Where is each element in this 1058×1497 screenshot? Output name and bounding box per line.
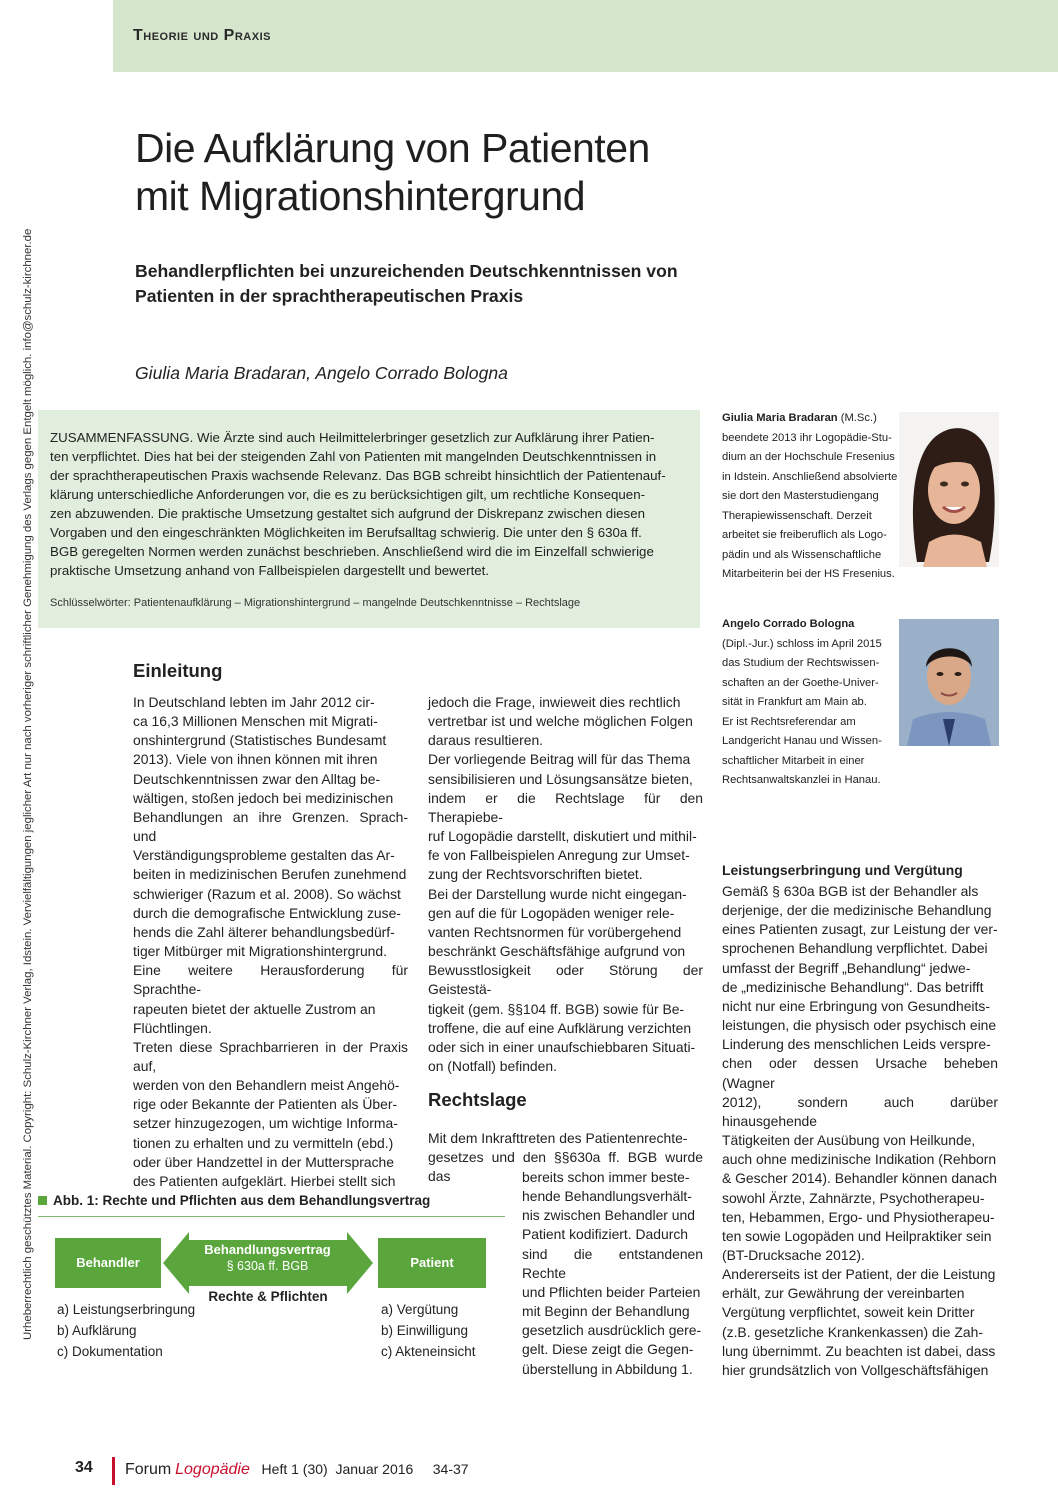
behandler-duties-list <box>57 1299 195 1362</box>
figure-title: Abb. 1: Rechte und Pflichten aus dem Behandlungsvertrag <box>53 1193 431 1208</box>
arrow-label <box>190 1242 345 1273</box>
article-title <box>135 124 735 220</box>
text-line: Tätigkeiten der Ausübung von Heilkunde, <box>722 1132 976 1149</box>
bio-line: in Idstein. Anschließend absolvierte <box>722 470 898 483</box>
figure-marker <box>38 1196 47 1205</box>
bio-name: Angelo Corrado Bologna <box>722 618 855 630</box>
text-line: (z.B. gesetzliche Krankenkassen) die Zah- <box>722 1323 983 1340</box>
side-copyright-notice: Urheberrechtlich geschütztes Material. Copyright: Schulz-Kirchner Verlag, Idstein. Vervielfältigungen jeglicher Art nur nach vorheriger schriftlicher Genehmigung des Verlags gegen Entgelt möglich. info@schulz-kirchner.de <box>22 228 34 1340</box>
text-line: fe von Fallbeispielen Anregung zur Umset- <box>428 847 690 864</box>
text-line: sensibilisieren und Lösungsansätze bieten, <box>428 770 693 787</box>
text-line: schwieriger (Razum et al. 2008). So wächst <box>133 885 401 902</box>
list-item: b) Einwilligung <box>381 1323 469 1338</box>
text-line: gen auf die für Logopäden weniger rele- <box>428 904 675 921</box>
column-1-text <box>133 693 408 1191</box>
abstract-keywords: Schlüsselwörter: Patientenaufklärung – Migrationshintergrund – mangelnde Deutschkenntnisse – Rechtslage <box>50 597 581 609</box>
bio-line: (Dipl.-Jur.) schloss im April 2015 <box>722 637 882 650</box>
list-item: b) Aufklärung <box>57 1323 137 1338</box>
text-line: leistungen, die physisch oder psychisch eine <box>722 1017 997 1034</box>
abstract-line: ten verpflichtet. Dies hat bei der steigenden Zahl von Patienten mit mangelnden Deutschkenntnissen in <box>50 449 657 464</box>
column-2-text <box>428 693 703 1076</box>
text-line: Eine weitere Herausforderung für Sprachthe- <box>133 962 408 998</box>
text-line: überstellung in Abbildung 1. <box>522 1360 693 1377</box>
text-line: derjenige, der die medizinische Behandlung <box>722 902 992 919</box>
text-line: 2012), sondern auch darüber hinausgehende <box>722 1093 998 1129</box>
text-line: des Patienten aufgeklärt. Hierbei stellt sich <box>133 1172 396 1189</box>
text-line: werden von den Behandlern meist Angehö- <box>133 1077 400 1094</box>
text-line: nicht nur eine Erbringung von Gesundheits- <box>722 997 990 1014</box>
subtitle-line-2: Patienten in der sprachtherapeutischen Praxis <box>135 286 524 306</box>
text-line: Deutschkenntnissen zwar den Alltag be- <box>133 770 381 787</box>
abstract-line: ZUSAMMENFASSUNG. Wie Ärzte sind auch Heilmittelerbringer gesetzlich zur Aufklärung ihrer Patien- <box>50 430 655 445</box>
bio-line: schaftlicher Mitarbeit in einer <box>722 754 865 767</box>
text-line: umfasst der Begriff „Behandlung“ jedwe- <box>722 959 971 976</box>
text-line: Gemäß § 630a BGB ist der Behandler als <box>722 883 979 899</box>
text-line: chen oder dessen Ursache beheben (Wagner <box>722 1055 998 1091</box>
text-line: gelt. Diese zeigt die Gegen- <box>522 1341 694 1358</box>
text-line: ruf Logopädie darstellt, diskutiert und mithil- <box>428 828 697 845</box>
list-item: c) Akteneinsicht <box>381 1344 476 1359</box>
bio-line: Mitarbeiterin bei der HS Fresenius. <box>722 568 895 580</box>
text-line: Flüchtlingen. <box>133 1019 212 1036</box>
text-line: oder sich in einer unaufschiebbaren Situati- <box>428 1038 696 1055</box>
journal-logo-logopaedie: Logopädie <box>175 1461 250 1478</box>
article-authors: Giulia Maria Bradaran, Angelo Corrado Bologna <box>135 363 508 383</box>
text-line: vanten Rechtsnormen für vorübergehend <box>428 923 682 940</box>
bio-line: das Studium der Rechtswissen- <box>722 657 880 669</box>
text-line: & Gescher 2014). Behandler können danach <box>722 1170 997 1187</box>
column-2c-text <box>522 1168 703 1379</box>
text-line: hends die Zahl älterer behandlungsbedürf- <box>133 923 395 940</box>
bio-name: Giulia Maria Bradaran <box>722 412 838 424</box>
text-line: Linderung des menschlichen Leids verspre- <box>722 1036 991 1053</box>
text-line: beschränkt Geschäftsfähige aufgrund von <box>428 943 686 960</box>
text-line: nis zwischen Behandler und <box>522 1207 695 1224</box>
title-line-1: Die Aufklärung von Patienten <box>135 125 650 171</box>
text-line: troffene, die auf eine Aufklärung verzichten <box>428 1019 692 1036</box>
bio-heading <box>722 615 902 635</box>
page-range: 34-37 <box>432 1461 469 1477</box>
text-line: sprochenen Behandlung verpflichtet. Dabei <box>722 940 988 957</box>
bio-heading <box>722 409 902 429</box>
list-item: a) Leistungserbringung <box>57 1302 196 1317</box>
text-line: onshintergrund (Statistisches Bundesamt <box>133 732 387 749</box>
abstract-line: praktische Umsetzung anhand von Fallbeispielen dargestellt und bewertet. <box>50 563 490 578</box>
bio-line: schaften an der Goethe-Univer- <box>722 676 879 689</box>
bio-line: beendete 2013 ihr Logopädie-Stu- <box>722 431 892 444</box>
text-line: Vergütung verpflichtet, soweit kein Dritter <box>722 1304 975 1321</box>
text-line: Treten diese Sprachbarrieren in der Praxis auf, <box>133 1038 408 1074</box>
heading-rechtslage: Rechtslage <box>428 1089 527 1110</box>
text-line: und Pflichten beider Parteien <box>522 1283 701 1300</box>
page-number: 34 <box>75 1459 93 1476</box>
text-line: sind die entstandenen Rechte <box>522 1245 703 1281</box>
figure-divider <box>38 1216 505 1217</box>
text-line: (BT-Drucksache 2012). <box>722 1246 865 1263</box>
bio-line: arbeitet sie freiberuflich als Logo- <box>722 529 887 541</box>
text-line: ca 16,3 Millionen Menschen mit Migrati- <box>133 713 378 730</box>
text-line: Bei der Darstellung wurde nicht eingegan- <box>428 885 687 902</box>
text-line: jedoch die Frage, inwieweit dies rechtlich <box>428 694 681 710</box>
footer-accent-bar <box>112 1457 115 1485</box>
column-3-text <box>722 882 998 1380</box>
text-line: erhält, zur Gewährung der vereinbarten <box>722 1285 965 1302</box>
text-line: on (Notfall) befinden. <box>428 1057 557 1074</box>
box-behandler: Behandler <box>55 1238 161 1288</box>
text-line: rige oder Bekannte der Patienten als Über- <box>133 1096 398 1113</box>
text-line: rapeuten bietet der aktuelle Zustrom an <box>133 1000 376 1017</box>
bio-line: Rechtsanwaltskanzlei in Hanau. <box>722 774 881 786</box>
patient-duties-list <box>381 1299 476 1362</box>
contract-law: § 630a ff. BGB <box>226 1259 309 1273</box>
text-line: Der vorliegende Beitrag will für das Thema <box>428 751 691 768</box>
abstract-text <box>50 428 688 580</box>
bio-line: sie dort den Masterstudiengang <box>722 490 879 502</box>
text-line: de „medizinische Behandlung“. Das betrifft <box>722 978 984 995</box>
text-line: mit Beginn der Behandlung <box>522 1303 690 1320</box>
bio-line: dium an der Hochschule Fresenius <box>722 451 895 463</box>
text-line: Verständigungsprobleme gestalten das Ar- <box>133 847 395 864</box>
section-label: Theorie und Praxis <box>133 27 271 44</box>
abstract-line: Vorgaben und den eingeschränkten Möglichkeiten im Berufsalltag schwierig. Die unter den § 630a ff. <box>50 525 642 540</box>
text-line: bereits schon immer beste- <box>522 1169 690 1185</box>
text-line: tigkeit (gem. §§104 ff. BGB) sowie für Be- <box>428 1000 685 1017</box>
subtitle-line-1: Behandlerpflichten bei unzureichenden Deutschkenntnissen von <box>135 261 678 281</box>
bio-line: Er ist Rechtsreferendar am <box>722 715 856 728</box>
contract-title: Behandlungsvertrag <box>204 1242 331 1257</box>
abstract-line: zen abzuwenden. Die praktische Umsetzung gestaltet sich aufgrund der Diskrepanz zwischen diesen <box>50 506 645 521</box>
abstract-line: klärung unterschiedliche Anforderungen vor, die es zu berücksichtigen gilt, um rechtliche Konsequen- <box>50 487 646 502</box>
text-line: zung der Rechtsvorschriften bietet. <box>428 866 643 883</box>
text-line: vertretbar ist und welche möglichen Folgen <box>428 713 693 730</box>
text-line: ten sowie Logopäden und Heilpraktiker sein <box>722 1227 992 1244</box>
text-line: hende Behandlungsverhält- <box>522 1188 692 1205</box>
heading-einleitung: Einleitung <box>133 660 223 681</box>
text-line: gesetzes und den §§630a ff. BGB wurde das <box>428 1149 703 1185</box>
text-line: 2013). Viele von ihnen können mit ihren <box>133 751 378 768</box>
text-line: Behandlungen an ihre Grenzen. Sprach- und <box>133 808 408 845</box>
text-line: daraus resultieren. <box>428 732 544 749</box>
author-photo-bradaran <box>899 412 999 567</box>
text-line: indem er die Rechtslage für den Therapiebe- <box>428 789 703 825</box>
issue-number: Heft 1 (30) <box>261 1461 328 1477</box>
text-line: wältigen, stoßen jedoch bei medizinischen <box>133 789 394 806</box>
text-line: Andererseits ist der Patient, der die Leistung <box>722 1266 996 1283</box>
bio-line: pädin und als Wissenschaftliche <box>722 548 882 561</box>
text-line: ten, Hebammen, Ergo- und Physiotherapeu- <box>722 1208 995 1225</box>
abstract-line: BGB geregelten Normen werden zunächst beschrieben. Anschließend wird die im Einzelfall schwierige <box>50 544 654 559</box>
text-line: lung übernimmt. Zu beachten ist dabei, dass <box>722 1342 996 1359</box>
text-line: Bewusstlosigkeit oder Störung der Geistestä- <box>428 962 703 998</box>
bio-line: sität in Frankfurt am Main ab. <box>722 696 867 708</box>
text-line: beiten in medizinischen Berufen zunehmend <box>133 866 407 883</box>
text-line: tionen zu erhalten und zu vermitteln (ebd.) <box>133 1134 394 1151</box>
text-line: auch ohne medizinische Indikation (Rehborn <box>722 1151 997 1168</box>
text-line: eines Patienten zusagt, zur Leistung der ver- <box>722 921 998 938</box>
bio-line: Therapiewissenschaft. Derzeit <box>722 509 872 522</box>
text-line: sowohl Ärzte, Zahnärzte, Psychotherapeu- <box>722 1189 985 1206</box>
list-item: a) Vergütung <box>381 1302 459 1317</box>
text-line: hier grundsätzlich von Vollgeschäftsfähigen <box>722 1361 989 1378</box>
issue-date: Januar 2016 <box>335 1461 414 1477</box>
article-subtitle <box>135 259 695 309</box>
list-item: c) Dokumentation <box>57 1344 163 1359</box>
text-line: Mit dem Inkrafttreten des Patientenrechte- <box>428 1130 688 1146</box>
author-bio-bradaran <box>722 409 902 585</box>
subheading-leistungserbringung: Leistungserbringung und Vergütung <box>722 862 963 878</box>
author-bio-bologna <box>722 615 902 791</box>
text-line: oder über Handzettel in der Muttersprache <box>133 1153 394 1170</box>
text-line: Patient kodifiziert. Dadurch <box>522 1226 688 1243</box>
box-patient: Patient <box>378 1238 486 1288</box>
bio-line: Landgericht Hanau und Wissen- <box>722 735 882 747</box>
text-line: tiger Mitbürger mit Migrationshintergrund. <box>133 943 387 960</box>
text-line: In Deutschland lebten im Jahr 2012 cir- <box>133 694 375 710</box>
text-line: durch die demografische Entwicklung zuse- <box>133 904 401 921</box>
journal-logo-forum: Forum <box>125 1461 172 1478</box>
title-line-2: mit Migrationshintergrund <box>135 173 586 219</box>
rights-duties-label: Rechte & Pflichten <box>208 1289 328 1304</box>
bio-degree: (M.Sc.) <box>837 412 877 424</box>
author-photo-bologna <box>899 619 999 746</box>
abstract-line: der sprachtherapeutischen Praxis wachsende Relevanz. Das BGB schreibt hinsichtlich der Patientenauf- <box>50 468 666 483</box>
footer-journal-info <box>125 1461 469 1479</box>
text-line: gesetzlich ausdrücklich gere- <box>522 1322 702 1339</box>
text-line: setzer hinzugezogen, um wichtige Informa- <box>133 1115 398 1132</box>
